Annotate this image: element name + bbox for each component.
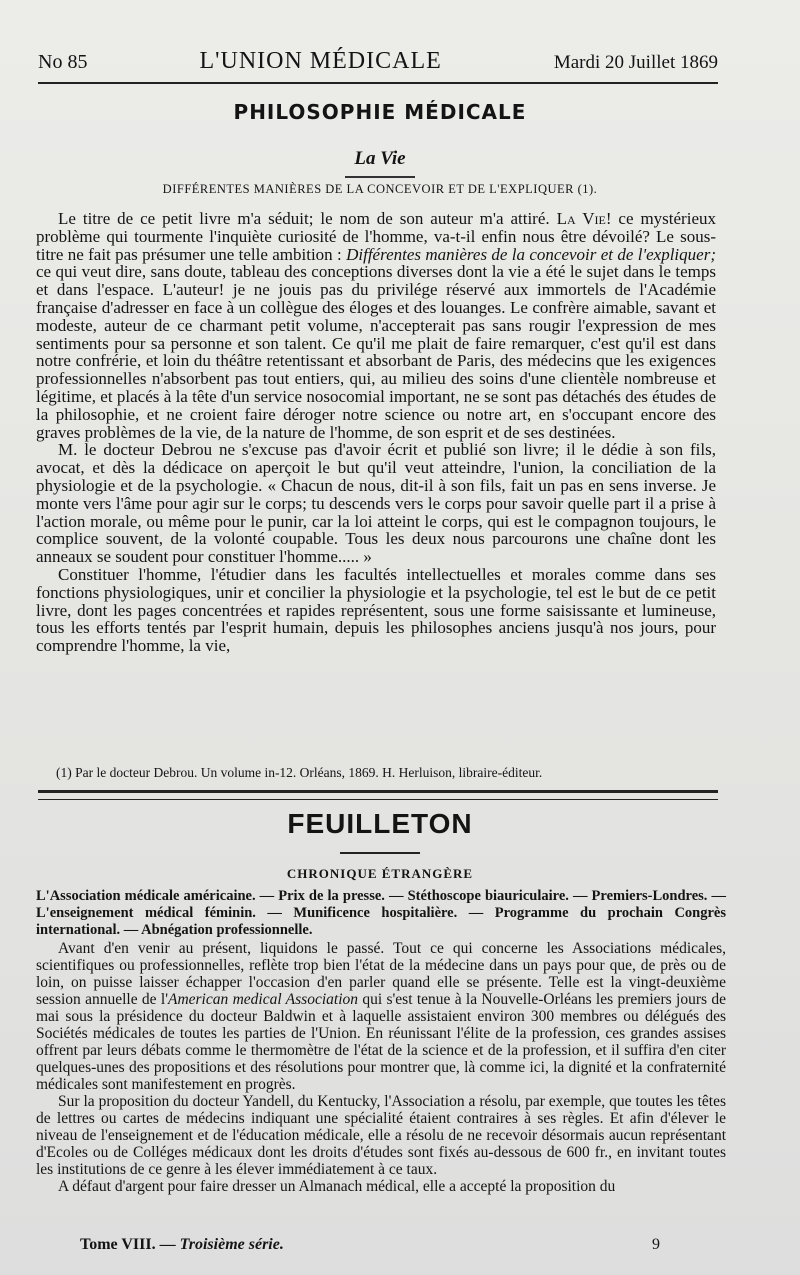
- article-body: [36, 210, 716, 655]
- volume-info: Tome VIII. — Troisième série.: [80, 1236, 284, 1253]
- issue-number: No 85: [38, 51, 88, 73]
- section-divider: [38, 790, 718, 800]
- article-title: La Vie: [0, 148, 760, 178]
- feuilleton-paragraph-1: Avant d'en venir au présent, liquidons le passé. Tout ce qui concerne les Associations médicales, scientifiques ou professionnelles, reflète trop bien l'état de la médecine dans un pays pour que, de près ou de loin, on puisse laisser échapper l'occasion d'en parler quand elle se présente. Telle est la vingt-deuxième session annuelle de l'American medical Association qui s'est tenue à la Nouvelle-Orléans les premiers jours de mai sous la présidence du docteur Baldwin et à laquelle assistaient environ 300 membres ou délégués des Sociétés médicales de toutes les parties de l'Union. En réunissant l'élite de la profession, ces grandes assises offrent par leurs débats comme le thermomètre de l'état de la science et de la profession, et il suffira d'en citer quelques-unes des propositions et des résolutions pour montrer que, là comme ici, la dignité et la confraternité médicales sont manifestement en progrès.: [36, 940, 726, 1093]
- feuilleton-title: FEUILLETON: [287, 808, 473, 839]
- feuilleton-paragraph-2: Sur la proposition du docteur Yandell, du Kentucky, l'Association a résolu, par exemple, que toutes les têtes de lettres ou cartes de médecins indiquant une spécialité étaient contraires à ses règles. Et afin d'élever le niveau de l'enseignement et de l'éducation médicale, elle a résolu de ne recevoir désormais aucun représentant d'Ecoles ou de Colléges médicaux dont les droits d'études sont fixés au-dessous de 600 fr., en invitant toutes les institutions de ce genre à les élever immédiatement à ce taux.: [36, 1093, 726, 1178]
- article-paragraph-1: Le titre de ce petit livre m'a séduit; le nom de son auteur m'a attiré. La Vie! ce mystérieux problème qui tourmente l'inquiète curiosité de l'homme, va-t-il enfin nous être dévoilé? Le sous-titre ne fait pas présumer une telle ambition : Différentes manières de la concevoir et de l'expliquer; ce qui veut dire, sans doute, tableau des conceptions diverses dont la vie a été le sujet dans le temps et dans l'espace. L'auteur! je ne jouis pas du privilége réservé aux immortels de l'Académie française d'adresser en face à un collègue des éloges et des louanges. Le confrère aimable, savant et modeste, auteur de ce charmant petit volume, n'accepterait pas sans rougir l'expression de mes sentiments pour sa personne et son talent. Ce qu'il me plait de faire remarquer, c'est qu'il est dans notre confrérie, et loin du théâtre retentissant et absorbant de Paris, des médecins que les exigences professionnelles n'absorbent pas tout entiers, qui, au milieu des soins d'une clientèle nombreuse et légitime, et placés à la tête d'un service nosocomial important, ne se sont pas détachés des études de la philosophie, et ne croient faire déroger notre science ou notre art, en s'occupant encore des graves problèmes de la vie, de la nature de l'homme, de son esprit et de ses destinées.: [36, 209, 716, 442]
- article-caption: DIFFÉRENTES MANIÈRES DE LA CONCEVOIR ET DE L'EXPLIQUER (1).: [162, 182, 598, 196]
- feuilleton-body: [36, 940, 726, 1195]
- article-paragraph-3: Constituer l'homme, l'étudier dans les facultés intellectuelles et morales comme dans ses fonctions physiologiques, unir et concilier la physiologie et la psychologie, tel est le but de ce petit livre, dont les pages concentrées et rapides représentent, sous une forme saisissante et lumineuse, tous les efforts tentés par l'esprit humain, depuis les philosophes anciens jusqu'à nos jours, pour comprendre l'homme, la vie,: [36, 564, 716, 656]
- page-footer: [80, 1236, 660, 1254]
- journal-title: L'UNION MÉDICALE: [199, 48, 442, 74]
- chronique-heading: CHRONIQUE ÉTRANGÈRE: [286, 866, 474, 881]
- footnote: (1) Par le docteur Debrou. Un volume in-12. Orléans, 1869. H. Herluison, libraire-éditeur.: [56, 765, 543, 780]
- page-header: [38, 48, 718, 84]
- feuilleton-rule: [340, 852, 420, 854]
- feuilleton-paragraph-3: A défaut d'argent pour faire dresser un Almanach médical, elle a accepté la proposition du: [58, 1178, 616, 1195]
- section-title: PHILOSOPHIE MÉDICALE: [233, 100, 527, 124]
- page-number: 9: [652, 1236, 660, 1253]
- issue-date: Mardi 20 Juillet 1869: [553, 52, 718, 73]
- feuilleton-summary: L'Association médicale américaine. — Prix de la presse. — Stéthoscope biauriculaire. — Premiers-Londres. — L'enseignement médical féminin. — Munificence hospitalière. — Programme du prochain Congrès international. — Abnégation professionnelle.: [36, 888, 726, 938]
- article-paragraph-2: M. le docteur Debrou ne s'excuse pas d'avoir écrit et publié son livre; il le dédie à son fils, avocat, et dès la dédicace on aperçoit le but qu'il veut atteindre, l'union, la conciliation de la physiologie et de la psychologie. « Chacun de nous, dit-il à son fils, fait un pas en sens inverse. Je monte vers l'âme pour agir sur le corps; tu descends vers le corps pour savoir quelle part il a prise à l'action morale, ou même pour le punir, car la loi atteint le corps, qui est le compagnon toujours, le complice souvent, de la volonté coupable. Tous les deux nous parcourons une chaîne dont les anneaux se soudent pour constituer l'homme..... »: [36, 440, 716, 567]
